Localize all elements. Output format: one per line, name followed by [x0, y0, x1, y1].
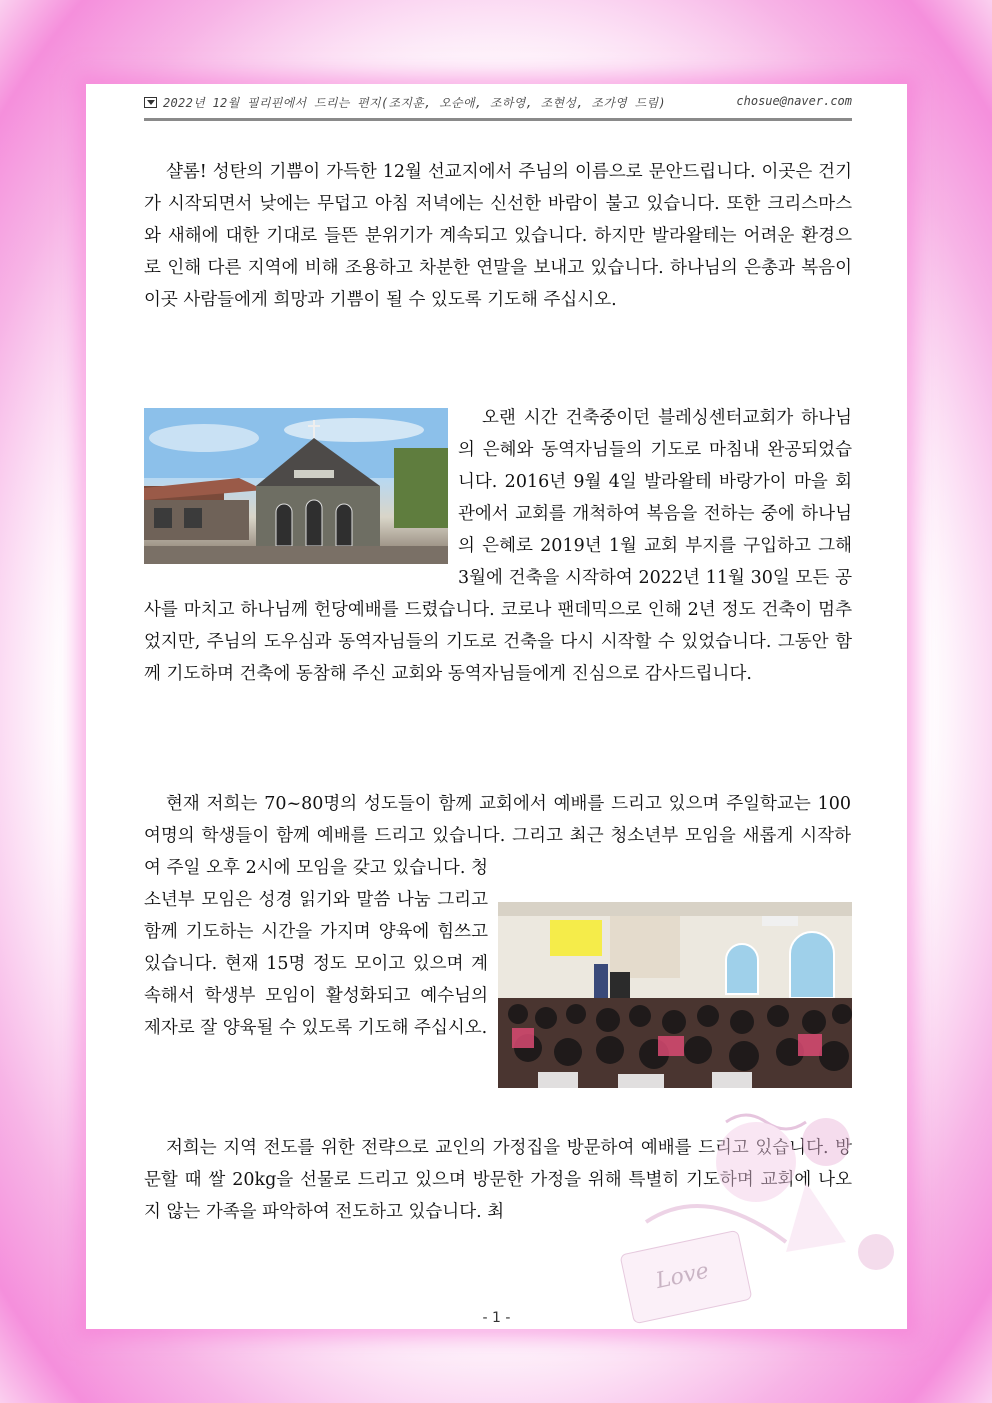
youth-worship-photo: [498, 902, 852, 1088]
church-photo-drawing: [144, 408, 448, 564]
paragraph-greeting: [144, 156, 852, 316]
paragraph-church-completion-text: 오랜 시간 건축중이던 블레싱센터교회가 하나님의 은혜와 동역자님들의 기도로 마침내 완공되었습니다. 2016년 9월 4일 발라왈테 바랑가이 마을 회관에서 교회를 개척하여 복음을 전하는 중에 하나님의 은혜로 2019년 1월 교회 부지를 구입하고 그해 3월에 건축을 시작하여 2022년 11월 30일 모든 공사를 마치고 하나님께 헌당예배를 드렸습니다. 코로나 팬데믹으로 인해 2년 정도 건축이 멈추었지만, 주님의 도우심과 동역자님들의 기도로 건축을 다시 시작할 수 있었습니다. 그동안 함께 기도하며 건축에 동참해 주신 교회와 동역자님들에게 진심으로 감사드립니다.: [144, 408, 852, 684]
page-number: - 1 -: [482, 1310, 511, 1326]
photo-spacer-top: [851, 788, 852, 880]
youth-worship-photo-anchor: [498, 902, 852, 1088]
document-page: [86, 84, 907, 1329]
church-building-photo: [144, 408, 448, 564]
dropdown-box-icon: [144, 97, 157, 108]
paragraph-church-completion: [144, 402, 852, 690]
paragraph-greeting-text: 샬롬! 성탄의 기쁨이 가득한 12월 선교지에서 주님의 이름으로 문안드립니다. 이곳은 건기가 시작되면서 낮에는 무덥고 아침 저녁에는 신선한 바람이 불고 있습니다. 또한 크리스마스와 새해에 대한 기대로 들뜬 분위기가 계속되고 있습니다. 하지만 발라왈테는 어려운 환경으로 인해 다른 지역에 비해 조용하고 차분한 연말을 보내고 있습니다. 하나님의 은총과 복음이 이곳 사람들에게 희망과 기쁨이 될 수 있도록 기도해 주십시오.: [144, 162, 852, 310]
love-letter-decoration: [606, 1102, 906, 1329]
love-text: Love: [653, 1258, 712, 1294]
header-email: chosue@naver.com: [736, 94, 852, 108]
youth-photo-drawing: [498, 902, 852, 1088]
paragraph-congregation-text: 현재 저희는 70~80명의 성도들이 함께 교회에서 예배를 드리고 있으며 주일학교는 100여명의 학생들이 함께 예배를 드리고 있습니다. 그리고 최근 청소년부 모임을 새롭게 시작하여 주일 오후 2시에 모임을 갖고 있습니다. 청소년부 모임은 성경 읽기와 말씀 나눔 그리고 함께 기도하는 시간을 가지며 양육에 힘쓰고 있습니다. 현재 15명 정도 모이고 있으며 계속해서 학생부 모임이 활성화되고 예수님의 제자로 잘 양육될 수 있도록 기도해 주십시오.: [144, 794, 851, 1038]
header-title: 2022년 12월 필리핀에서 드리는 편지(조지훈, 오순애, 조하영, 조현성, 조가영 드림): [163, 96, 666, 110]
page-header: [144, 94, 852, 121]
paragraph-home-visits-text: 저희는 지역 전도를 위한 전략으로 교인의 가정집을 방문하여 예배를 드리고 있습니다. 방문할 때 쌀 20kg을 선물로 드리고 있으며 방문한 가정을 위해 특별히 기도하며 교회에 나오지 않는 가족을 파악하여 전도하고 있습니다. 최: [144, 1138, 852, 1222]
